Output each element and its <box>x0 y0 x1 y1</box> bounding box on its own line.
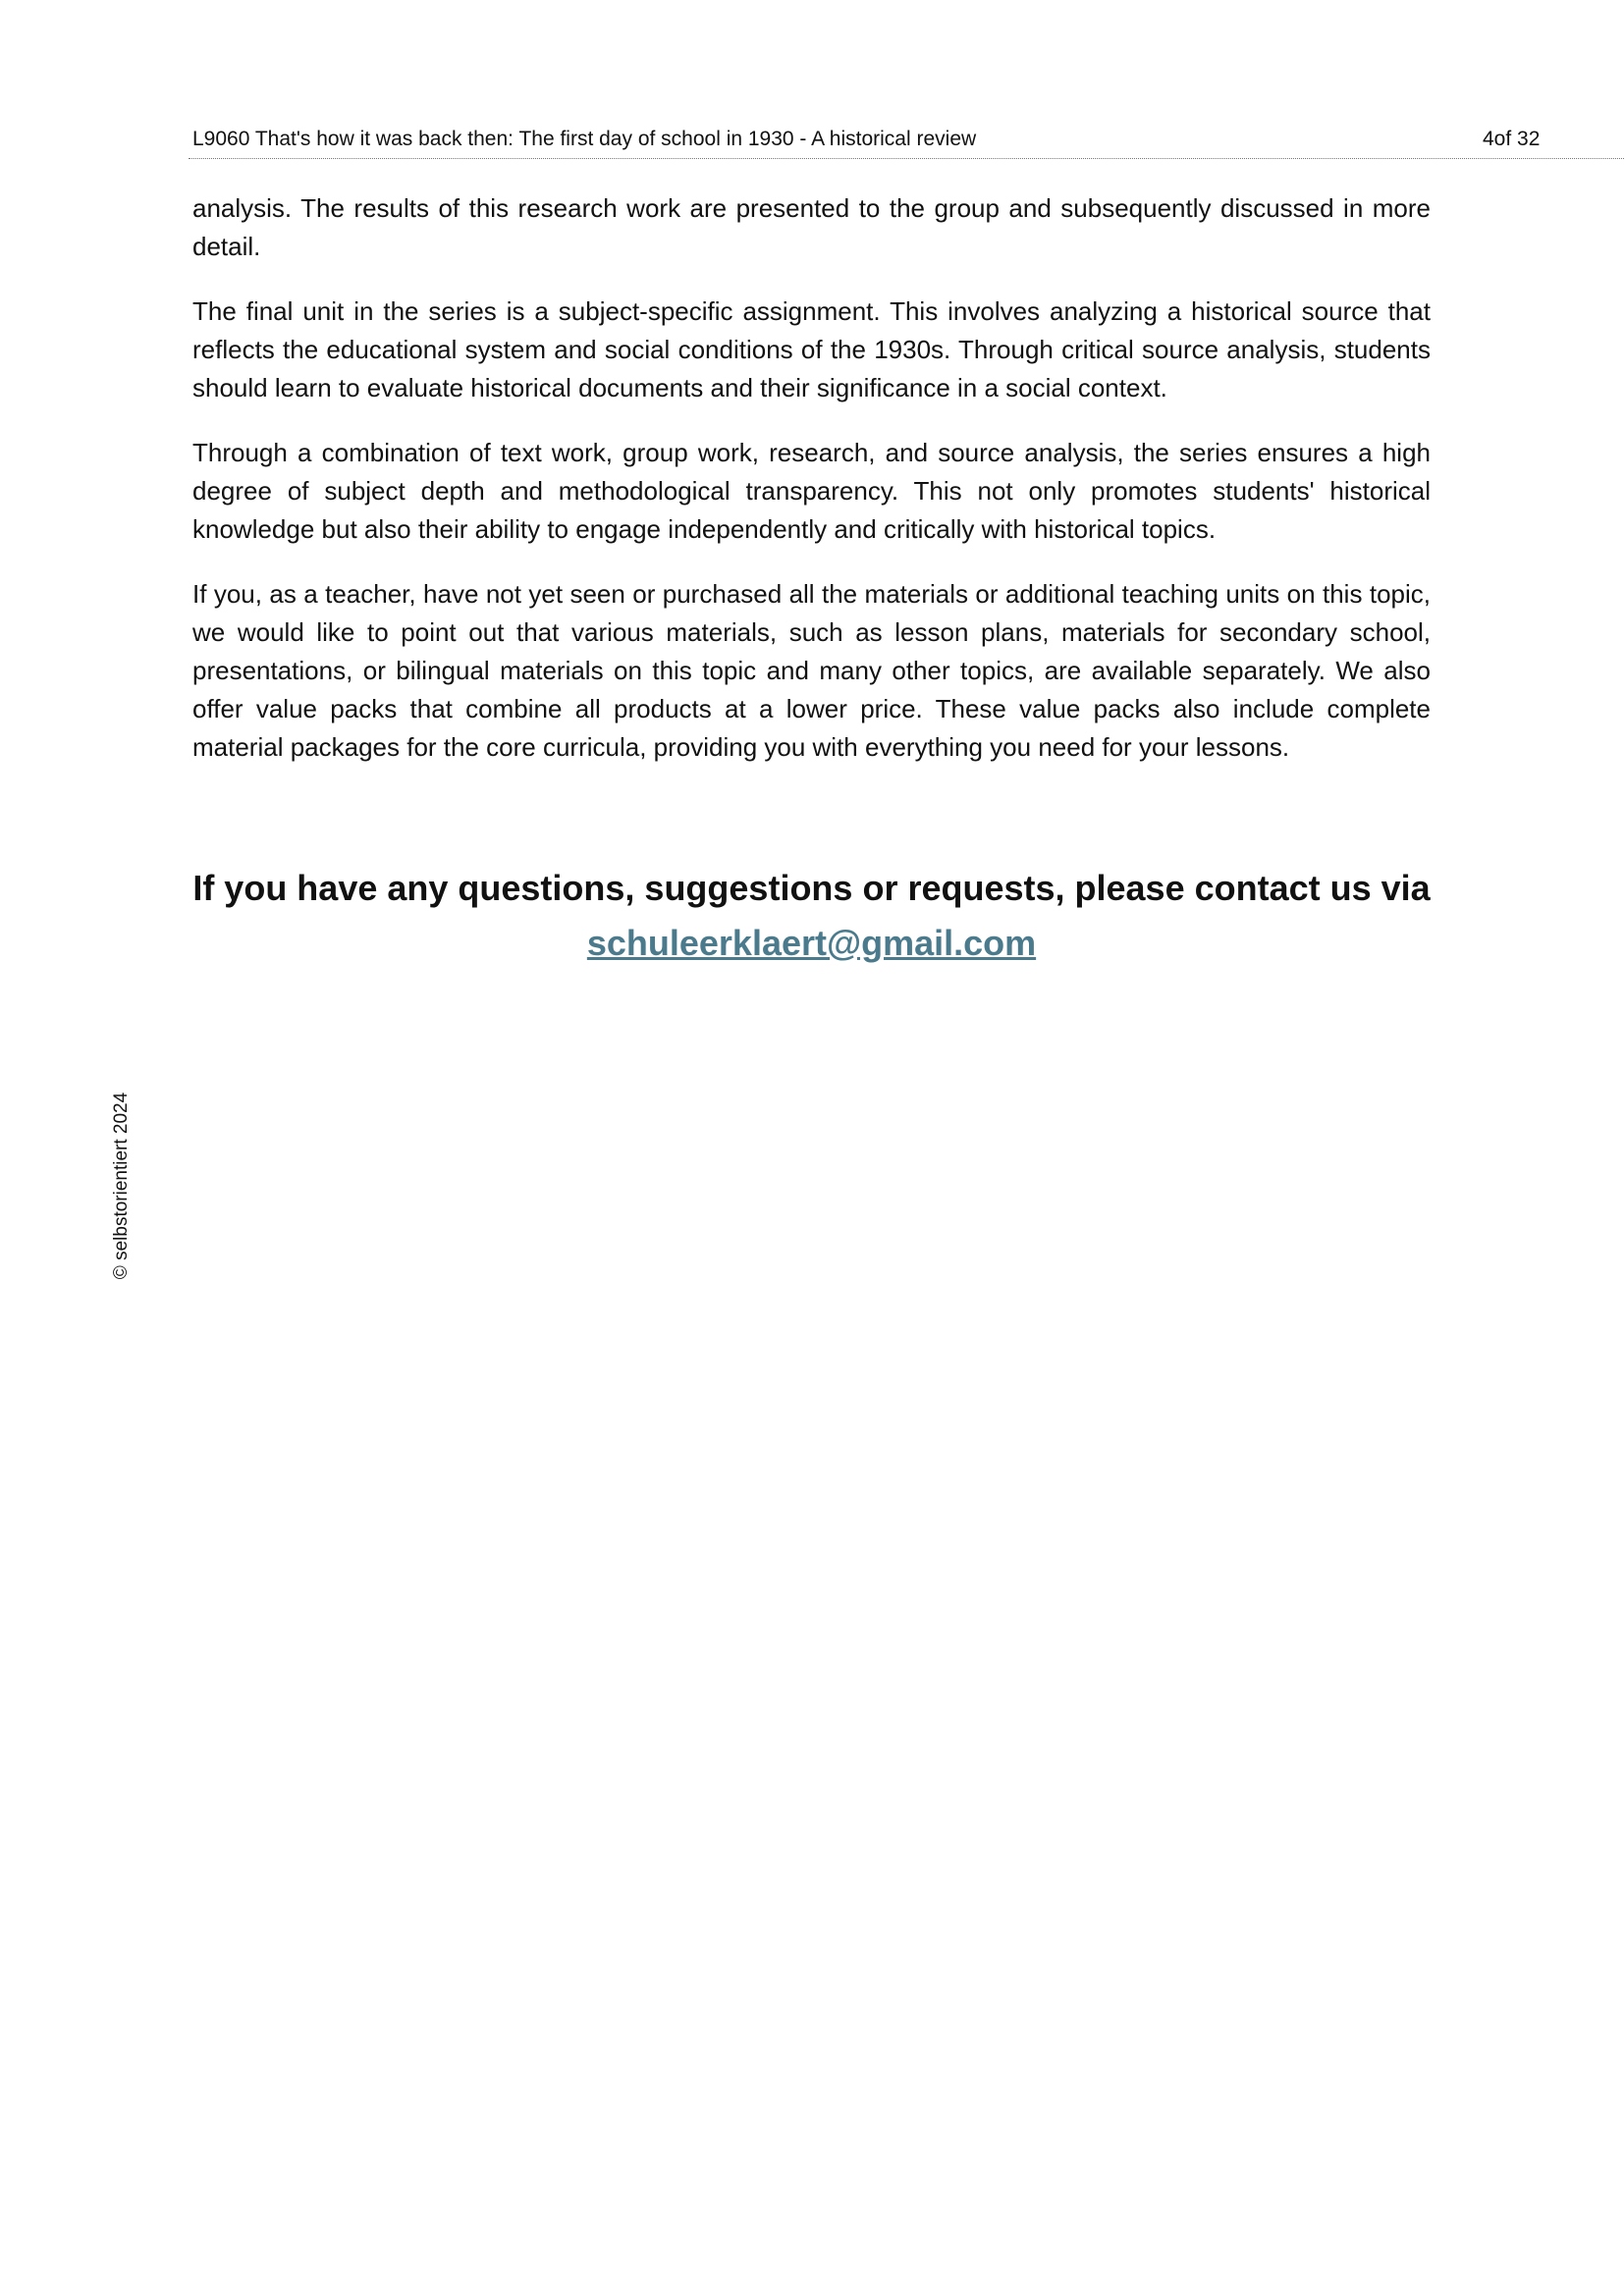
copyright-notice: © selbstorientiert 2024 <box>111 1092 132 1280</box>
paragraph: The final unit in the series is a subject-specific assignment. This involves analyzing a historical source that reflects the educational system and social conditions of the 1930s. Through critical source analysis, students should learn to evaluate historical documents and their significance in a social context. <box>192 296 1431 402</box>
body-text <box>192 189 1431 793</box>
paragraph: If you, as a teacher, have not yet seen or purchased all the materials or additional teaching units on this topic, we would like to point out that various materials, such as lesson plans, materials for secondary school, presentations, or bilingual materials on this topic and many other topics, are available separately. We also offer value packs that combine all products at a lower price. These value packs also include complete material packages for the core curricula, providing you with everything you need for your lessons. <box>192 579 1431 762</box>
document-title: L9060 That's how it was back then: The first day of school in 1930 - A historical review <box>192 128 977 150</box>
paragraph: Through a combination of text work, group work, research, and source analysis, the series ensures a high degree of subject depth and methodological transparency. This not only promotes students' historical knowledge but also their ability to engage independently and critically with historical topics. <box>192 438 1431 544</box>
contact-email-link[interactable]: schuleerklaert@gmail.com <box>586 923 1037 963</box>
page-number: 4of 32 <box>1483 128 1541 150</box>
page-header <box>189 122 1624 159</box>
paragraph: analysis. The results of this research work are presented to the group and subsequently discussed in more detail. <box>192 193 1431 261</box>
contact-note <box>192 861 1431 971</box>
contact-text: If you have any questions, suggestions or requests, please contact us via <box>192 868 1431 908</box>
